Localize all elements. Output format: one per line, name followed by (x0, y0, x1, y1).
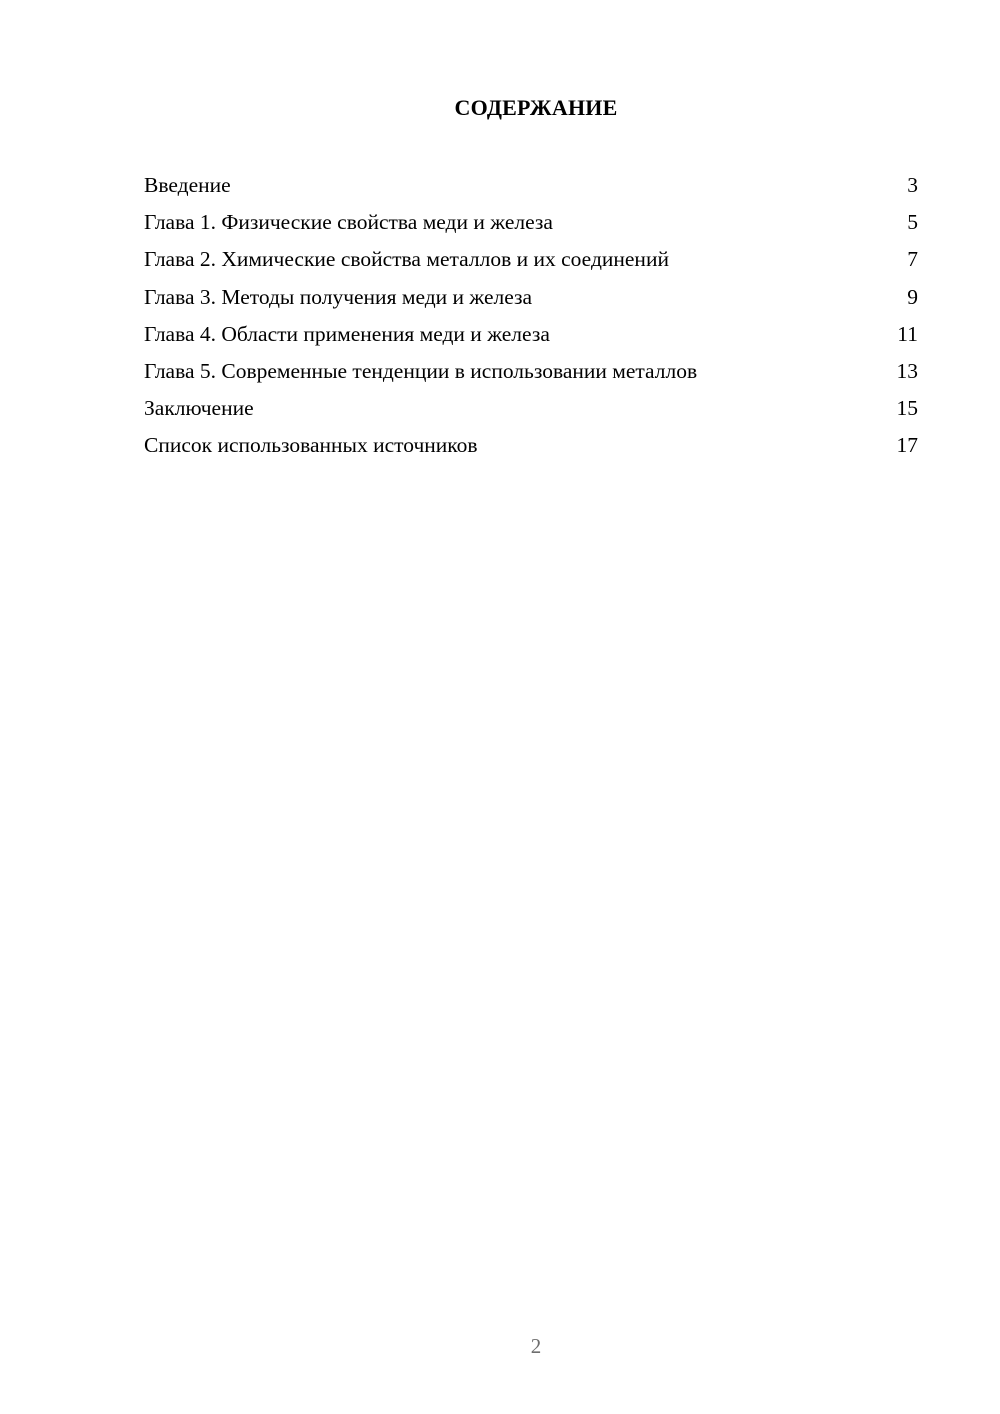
toc-entry-page: 3 (907, 173, 918, 197)
toc-entry-page: 11 (897, 321, 918, 346)
toc-entry-page: 7 (907, 247, 918, 272)
page-number: 2 (530, 1334, 542, 1358)
toc-entry-label: Глава 2. Химические свойства металлов и их соединений (144, 247, 669, 272)
toc-entry-chapter-5 (144, 356, 918, 393)
toc-entry-label: Глава 4. Области применения меди и железа (144, 321, 550, 346)
toc-entry-chapter-4 (144, 319, 918, 356)
toc-entry-label: Заключение (144, 396, 254, 421)
toc-entry-page: 13 (896, 358, 918, 383)
toc-entry-page: 15 (896, 396, 918, 421)
toc-entry-page: 5 (907, 210, 918, 235)
toc-entry-chapter-1 (144, 207, 918, 244)
toc-entry-label: Список использованных источников (144, 433, 478, 458)
toc-entry-conclusion (144, 393, 918, 430)
table-of-contents (144, 170, 918, 468)
toc-entry-label: Глава 1. Физические свойства меди и железа (144, 210, 553, 235)
toc-entry-page: 17 (896, 433, 918, 458)
toc-entry-label: Глава 3. Методы получения меди и железа (144, 284, 533, 309)
page-title: СОДЕРЖАНИЕ (454, 95, 618, 120)
toc-entry-chapter-3 (144, 282, 918, 319)
toc-entry-references (144, 430, 918, 467)
toc-entry-introduction (144, 170, 918, 207)
toc-entry-label: Введение (144, 173, 231, 197)
toc-entry-chapter-2 (144, 244, 918, 281)
toc-entry-page: 9 (907, 284, 918, 309)
toc-entry-label: Глава 5. Современные тенденции в использовании металлов (144, 358, 698, 383)
